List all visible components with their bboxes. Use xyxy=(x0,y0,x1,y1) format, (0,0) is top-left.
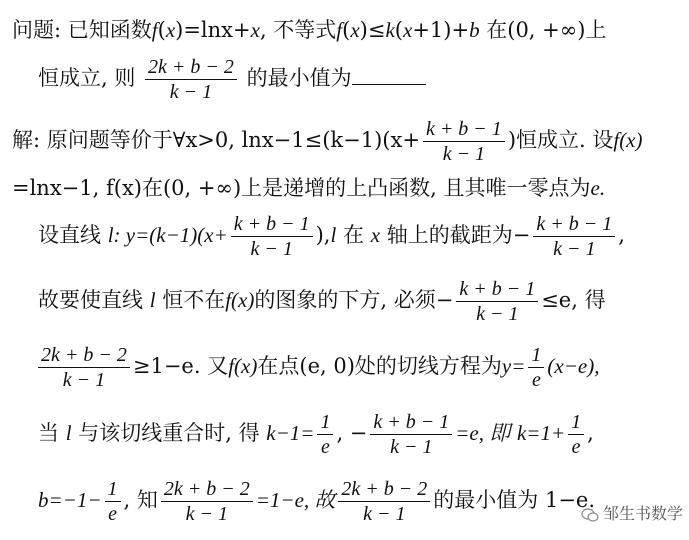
frac-den: e xyxy=(320,436,330,458)
text: (x−e), xyxy=(547,354,600,378)
frac-den: k − 1 xyxy=(169,81,213,103)
fraction xyxy=(145,55,237,104)
frac-den: k − 1 xyxy=(185,503,228,525)
text: e. xyxy=(590,176,606,200)
text: , xyxy=(618,223,625,247)
text: , 知 xyxy=(123,488,158,512)
fraction xyxy=(423,117,505,166)
text: ≤e, 得 xyxy=(541,288,606,312)
text: x xyxy=(350,18,360,42)
frac-den: k − 1 xyxy=(363,503,406,525)
frac-num: k + b − 1 xyxy=(533,212,615,237)
frac-den: k − 1 xyxy=(62,369,106,391)
fraction xyxy=(231,212,313,261)
text: k xyxy=(385,18,395,42)
text: ≥1−e. 又 xyxy=(132,354,229,378)
fraction xyxy=(568,410,584,459)
fraction xyxy=(161,477,253,526)
text: )≤ xyxy=(359,18,386,42)
text: 在(0, +∞)上 xyxy=(479,18,607,42)
text: 当 xyxy=(38,421,59,445)
wechat-icon xyxy=(581,508,599,522)
text: 故要使直线 xyxy=(38,288,143,312)
frac-den: k − 1 xyxy=(390,436,433,458)
solution-line-4 xyxy=(38,277,606,326)
watermark-text: 邹生书数学 xyxy=(602,504,683,523)
text: 与该切线重合时, 得 xyxy=(78,421,260,445)
solution-line-5 xyxy=(38,343,599,392)
text: =e, 即 xyxy=(455,421,511,445)
problem-line-1 xyxy=(12,17,606,43)
frac-den: k − 1 xyxy=(442,143,486,165)
text: x xyxy=(403,18,413,42)
text: x xyxy=(250,18,260,42)
text: 轴上的截距为− xyxy=(386,223,531,247)
frac-den: k − 1 xyxy=(476,303,519,325)
text: ( xyxy=(394,18,403,42)
fraction xyxy=(528,343,544,392)
text: , − xyxy=(336,421,368,445)
text: ), xyxy=(315,223,331,247)
text: , xyxy=(587,421,594,445)
text: f xyxy=(151,18,158,42)
text: =1−e, 故 xyxy=(255,488,336,512)
frac-num: 1 xyxy=(568,410,584,435)
text: b xyxy=(469,18,480,42)
problem-label: 问题: xyxy=(12,18,62,42)
text: b=−1− xyxy=(38,488,102,512)
text: , 不等式 xyxy=(259,18,337,42)
frac-den: e xyxy=(108,503,117,525)
text: k=1+ xyxy=(516,421,566,445)
solution-label: 解: xyxy=(12,128,41,152)
text: y= xyxy=(501,354,526,378)
fraction xyxy=(370,410,452,459)
watermark xyxy=(581,501,683,524)
text: 恒不在 xyxy=(162,288,226,312)
answer-blank xyxy=(352,64,426,85)
text: ( xyxy=(157,18,166,42)
fraction xyxy=(105,477,121,526)
frac-num: 2k + b − 2 xyxy=(38,343,130,368)
text: )=lnx+ xyxy=(175,18,251,42)
text: 恒成立, 则 xyxy=(38,66,136,90)
text: x xyxy=(370,223,381,247)
fraction xyxy=(38,343,130,392)
text: 已知函数 xyxy=(67,18,152,42)
text: )恒成立. 设 xyxy=(507,128,614,152)
text: 原问题等价于∀x>0, lnx−1≤(k−1)(x+ xyxy=(46,128,420,152)
problem-line-2 xyxy=(38,55,426,104)
frac-num: k + b − 1 xyxy=(456,277,538,302)
fraction xyxy=(456,277,538,326)
text: l xyxy=(330,223,337,247)
frac-den: k − 1 xyxy=(553,238,596,260)
text: f(x) xyxy=(225,288,255,312)
frac-den: e xyxy=(571,436,581,458)
fraction xyxy=(338,477,430,526)
text: 的最小值为 1−e. xyxy=(433,488,596,512)
fraction xyxy=(533,212,615,261)
text: ( xyxy=(342,18,351,42)
text: f xyxy=(336,18,343,42)
frac-num: 1 xyxy=(317,410,333,435)
text: f(x) xyxy=(228,354,258,378)
text: k−1= xyxy=(266,421,315,445)
text: x xyxy=(165,18,176,42)
frac-num: 1 xyxy=(105,477,121,502)
frac-num: k + b − 1 xyxy=(231,212,313,237)
text: =lnx−1, f(x)在(0, +∞)上是递增的上凸函数, 且其唯一零点为 xyxy=(12,176,591,200)
solution-line-3 xyxy=(38,212,625,261)
frac-den: e xyxy=(531,369,541,391)
text: +1)+ xyxy=(412,18,470,42)
text: l xyxy=(149,288,156,312)
text: 在点(e, 0)处的切线方程为 xyxy=(257,354,502,378)
text: 设直线 xyxy=(38,223,101,247)
frac-num: 2k + b − 2 xyxy=(145,55,237,80)
frac-num: k + b − 1 xyxy=(370,410,452,435)
text: 的图象的下方, 必须− xyxy=(254,288,454,312)
text: l: y=(k−1)(x+ xyxy=(107,223,228,247)
frac-num: 2k + b − 2 xyxy=(338,477,430,502)
text: 的最小值为 xyxy=(246,66,352,90)
frac-num: 2k + b − 2 xyxy=(161,477,253,502)
text: f(x) xyxy=(613,128,643,152)
solution-line-7 xyxy=(38,477,595,526)
frac-num: 1 xyxy=(528,343,544,368)
solution-line-6 xyxy=(38,410,594,459)
solution-line-1 xyxy=(12,117,643,166)
text: l xyxy=(65,421,72,445)
frac-num: k + b − 1 xyxy=(423,117,505,142)
solution-line-2 xyxy=(12,175,605,201)
text: 在 xyxy=(343,223,365,247)
frac-den: k − 1 xyxy=(250,238,293,260)
fraction xyxy=(317,410,333,459)
